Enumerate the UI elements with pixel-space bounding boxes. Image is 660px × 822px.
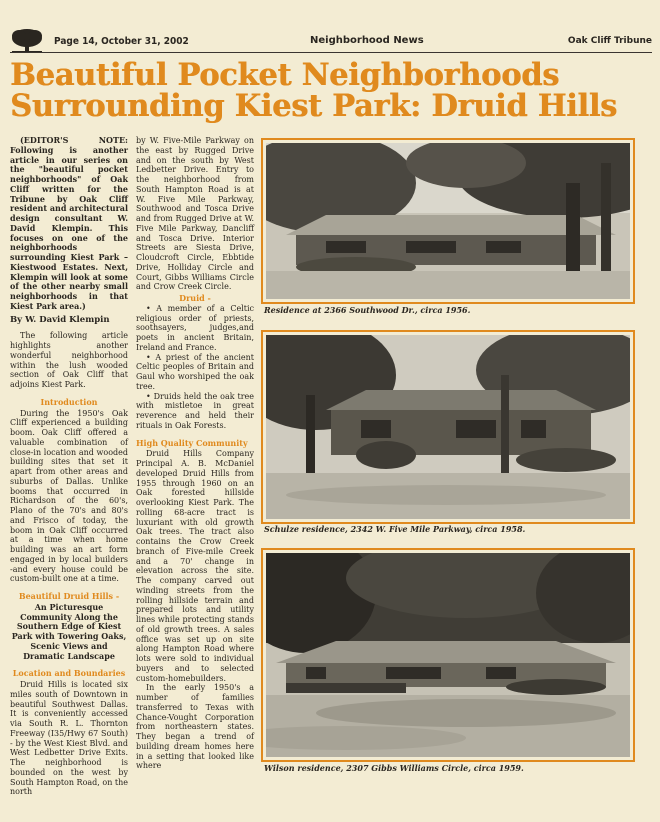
article-column-1 [10,136,128,797]
oak-tree-logo-icon [10,28,44,54]
photo-caption-1: Residence at 2366 Southwood Dr., circa 1956. [264,305,471,315]
photo-image [266,335,630,519]
section-heading-location: Location and Boundaries [12,668,126,679]
druid-hills-deck: An Picturesque Community Along the Southern Edge of Kiest Park with Towering Oaks, Scenic Views and Dramatic Landscape [11,601,127,661]
page-header [10,28,652,54]
photo-image [266,553,630,757]
photo-southwood-residence [261,138,635,304]
photo-caption-2: Schulze residence, 2342 W. Five Mile Parkway, circa 1958. [264,524,526,534]
photo-caption-3: Wilson residence, 2307 Gibbs Williams Circle, circa 1959. [264,763,524,773]
introduction-text: During the 1950's Oak Cliff experienced a building boom. Oak Cliff offered a valuable combination of close-in location and wooded building sites that set it apart from other areas and suburbs of Dallas. Unlike booms that occurred in Richardson of the 60's, Plano of the 70's and 80's and Frisco of today, the boom in Oak Cliff occurred at a time when home building was an art form engaged in by local builders -and every house could be custom-built one at a time. [10,408,128,584]
section-heading-community: High Quality Community [136,437,248,448]
community-text: Druid Hills Company Principal A. B. McDaniel developed Druid Hills from 1955 through 1960 on an Oak forested hillside overlooking Kiest Park. The rolling 68-acre tract is luxuriant with old growth Oak trees. The tract also contains the Crow Creek branch of Five-mile Creek and a 70' change in elevation across the site. The company carved out winding streets from the rolling hillside terrain and prepared lots and utility lines while protecting stands of old growth trees. A sales office was set up on site along Hampton Road where lots were sold to individual buyers and to selected custom-homebuilders. [136,449,254,683]
headline-line-1: Beautiful Pocket Neighborhoods [10,57,560,93]
druid-definition-1: • A member of a Celtic religious order of priests, soothsayers, judges,and poets in ancient Britain, Ireland and France. [136,303,254,352]
headline-line-2: Surrounding Kiest Park: Druid Hills [10,88,617,124]
headline [10,57,656,124]
section-heading-druid-definition: Druid - [179,293,211,303]
section-heading-introduction: Introduction [40,396,98,407]
page-info: Page 14, October 31, 2002 [54,36,189,47]
location-text: Druid Hills is located six miles south of Downtown in beautiful Southwest Dallas. It is conveniently accessed via South R. L. Thornton Freeway (I35/Hwy 67 South) - by the West Kiest Blvd. and West Ledbetter Drive Exits. The neighborhood is bounded on the west by South Hampton Road, on the north [10,680,128,797]
community-text-2: In the early 1950's a number of families transferred to Texas with Chance-Vought Corporation from northeastern states. They began a trend of building dream homes here in a setting that looked like where [136,683,254,771]
editors-note: (EDITOR'S NOTE: Following is another article in our series on the "beautiful pocket neighborhoods" of Oak Cliff written for the Tribune by Oak Cliff resident and architectural design consultant W. David Klempin. This focuses on one of the neighborhoods surrounding Kiest Park – Kiestwood Estates. Next, Klempin will look at some of the other nearby small neighborhoods in that Kiest Park area.) [10,135,128,311]
photo-image [266,143,630,299]
druid-definition-2: • A priest of the ancient Celtic peoples of Britain and Gaul who worshiped the oak tree. [136,352,254,391]
location-text-continued: by W. Five-Mile Parkway on the east by Rugged Drive and on the south by West Ledbetter Drive. Entry to the neighborhood from South Hampton Road is at W. Five Mile Parkway, Southwood and Tosca Drive and from Rugged Drive at W. Five Mile Parkway, Dancliff and Tosca Drive. Interior Streets are Siesta Drive, Cloudcroft Circle, Ebbtide Drive, Holliday Circle and Court, Gibbs Williams Circle and Crow Creek Circle. [136,136,254,292]
druid-definition-3: • Druids held the oak tree with mistletoe in great reverence and held their rituals in Oak Forests. [136,391,254,430]
photo-schulze-residence [261,330,635,524]
intro-paragraph: The following article highlights another wonderful neighborhood within the lush wooded section of Oak Cliff that adjoins Kiest Park. [10,331,128,389]
byline: By W. David Klempin [10,314,110,325]
article-column-2 [136,136,254,771]
section-heading-druid-hills: Beautiful Druid Hills - [18,591,120,601]
photo-wilson-residence [261,548,635,762]
section-title: Neighborhood News [310,35,424,46]
publication-name: Oak Cliff Tribune [567,36,652,46]
header-rule [10,52,652,53]
